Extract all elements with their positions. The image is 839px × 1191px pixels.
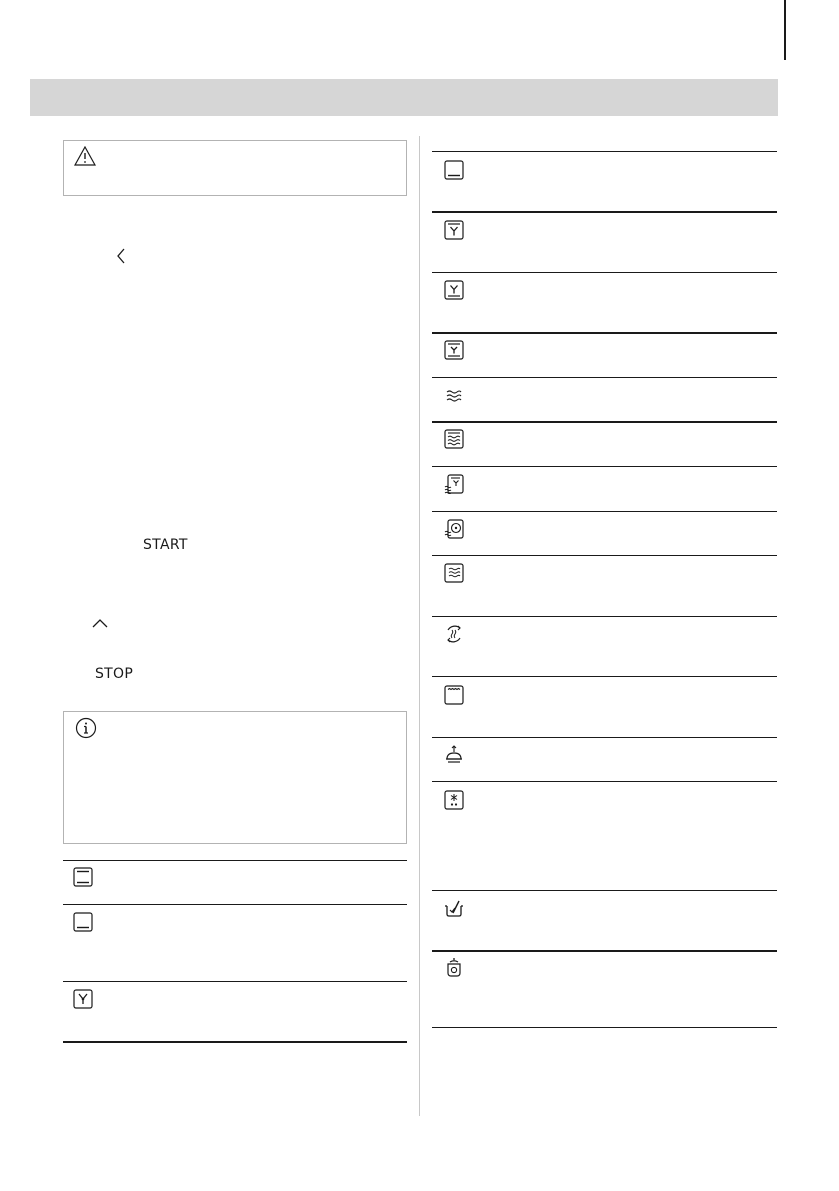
fan-bottom-heat-icon: [444, 280, 464, 300]
steam-icon: [444, 386, 464, 406]
info-circle-icon: [75, 717, 97, 739]
sous-vide-icon: [444, 898, 464, 918]
steam-oven-icon: [444, 429, 464, 449]
top-heat-icon: [444, 685, 464, 705]
bottom-heat-icon: [73, 912, 93, 932]
table-rule: [432, 555, 777, 556]
table-rule: [432, 1027, 777, 1028]
table-rule: [432, 377, 777, 378]
table-rule: [432, 466, 777, 467]
table-rule: [432, 737, 777, 738]
page-edge-rule: [784, 0, 786, 60]
warming-plate-icon: [444, 745, 464, 765]
chevron-left-icon: [116, 248, 126, 264]
top-bottom-heat-icon: [73, 867, 93, 887]
chevron-up-icon: [92, 618, 108, 628]
table-rule: [63, 981, 407, 982]
fan-top-heat-icon: [444, 220, 464, 240]
slow-cook-icon: [444, 958, 464, 978]
table-rule: [432, 781, 777, 782]
table-rule: [432, 151, 777, 152]
fan-top-bottom-heat-icon: [444, 340, 464, 360]
table-rule: [432, 616, 777, 617]
table-rule: [432, 272, 777, 273]
warning-box: [63, 140, 407, 196]
table-rule: [63, 860, 407, 861]
start-key-label: START: [143, 537, 188, 553]
steam-meat-icon: [444, 519, 464, 539]
table-rule: [432, 211, 777, 213]
info-box: [63, 711, 407, 844]
stop-key-label: STOP: [95, 666, 134, 682]
column-divider: [419, 136, 420, 1116]
steam-grill-icon: [444, 563, 464, 583]
defrost-icon: [444, 790, 464, 810]
table-rule: [432, 890, 777, 891]
table-rule: [432, 676, 777, 677]
fan-bottom-heat-icon: [73, 989, 93, 1009]
table-rule: [432, 421, 777, 423]
table-rule: [63, 904, 407, 905]
table-rule: [432, 332, 777, 334]
table-rule: [63, 1041, 407, 1043]
steam-fan-icon: [444, 474, 464, 494]
bottom-heat-icon: [444, 160, 464, 180]
section-header-band: [30, 79, 778, 116]
table-rule: [432, 511, 777, 512]
table-rule: [432, 950, 777, 952]
reheat-cycle-icon: [444, 624, 464, 644]
warning-triangle-icon: [74, 146, 96, 166]
